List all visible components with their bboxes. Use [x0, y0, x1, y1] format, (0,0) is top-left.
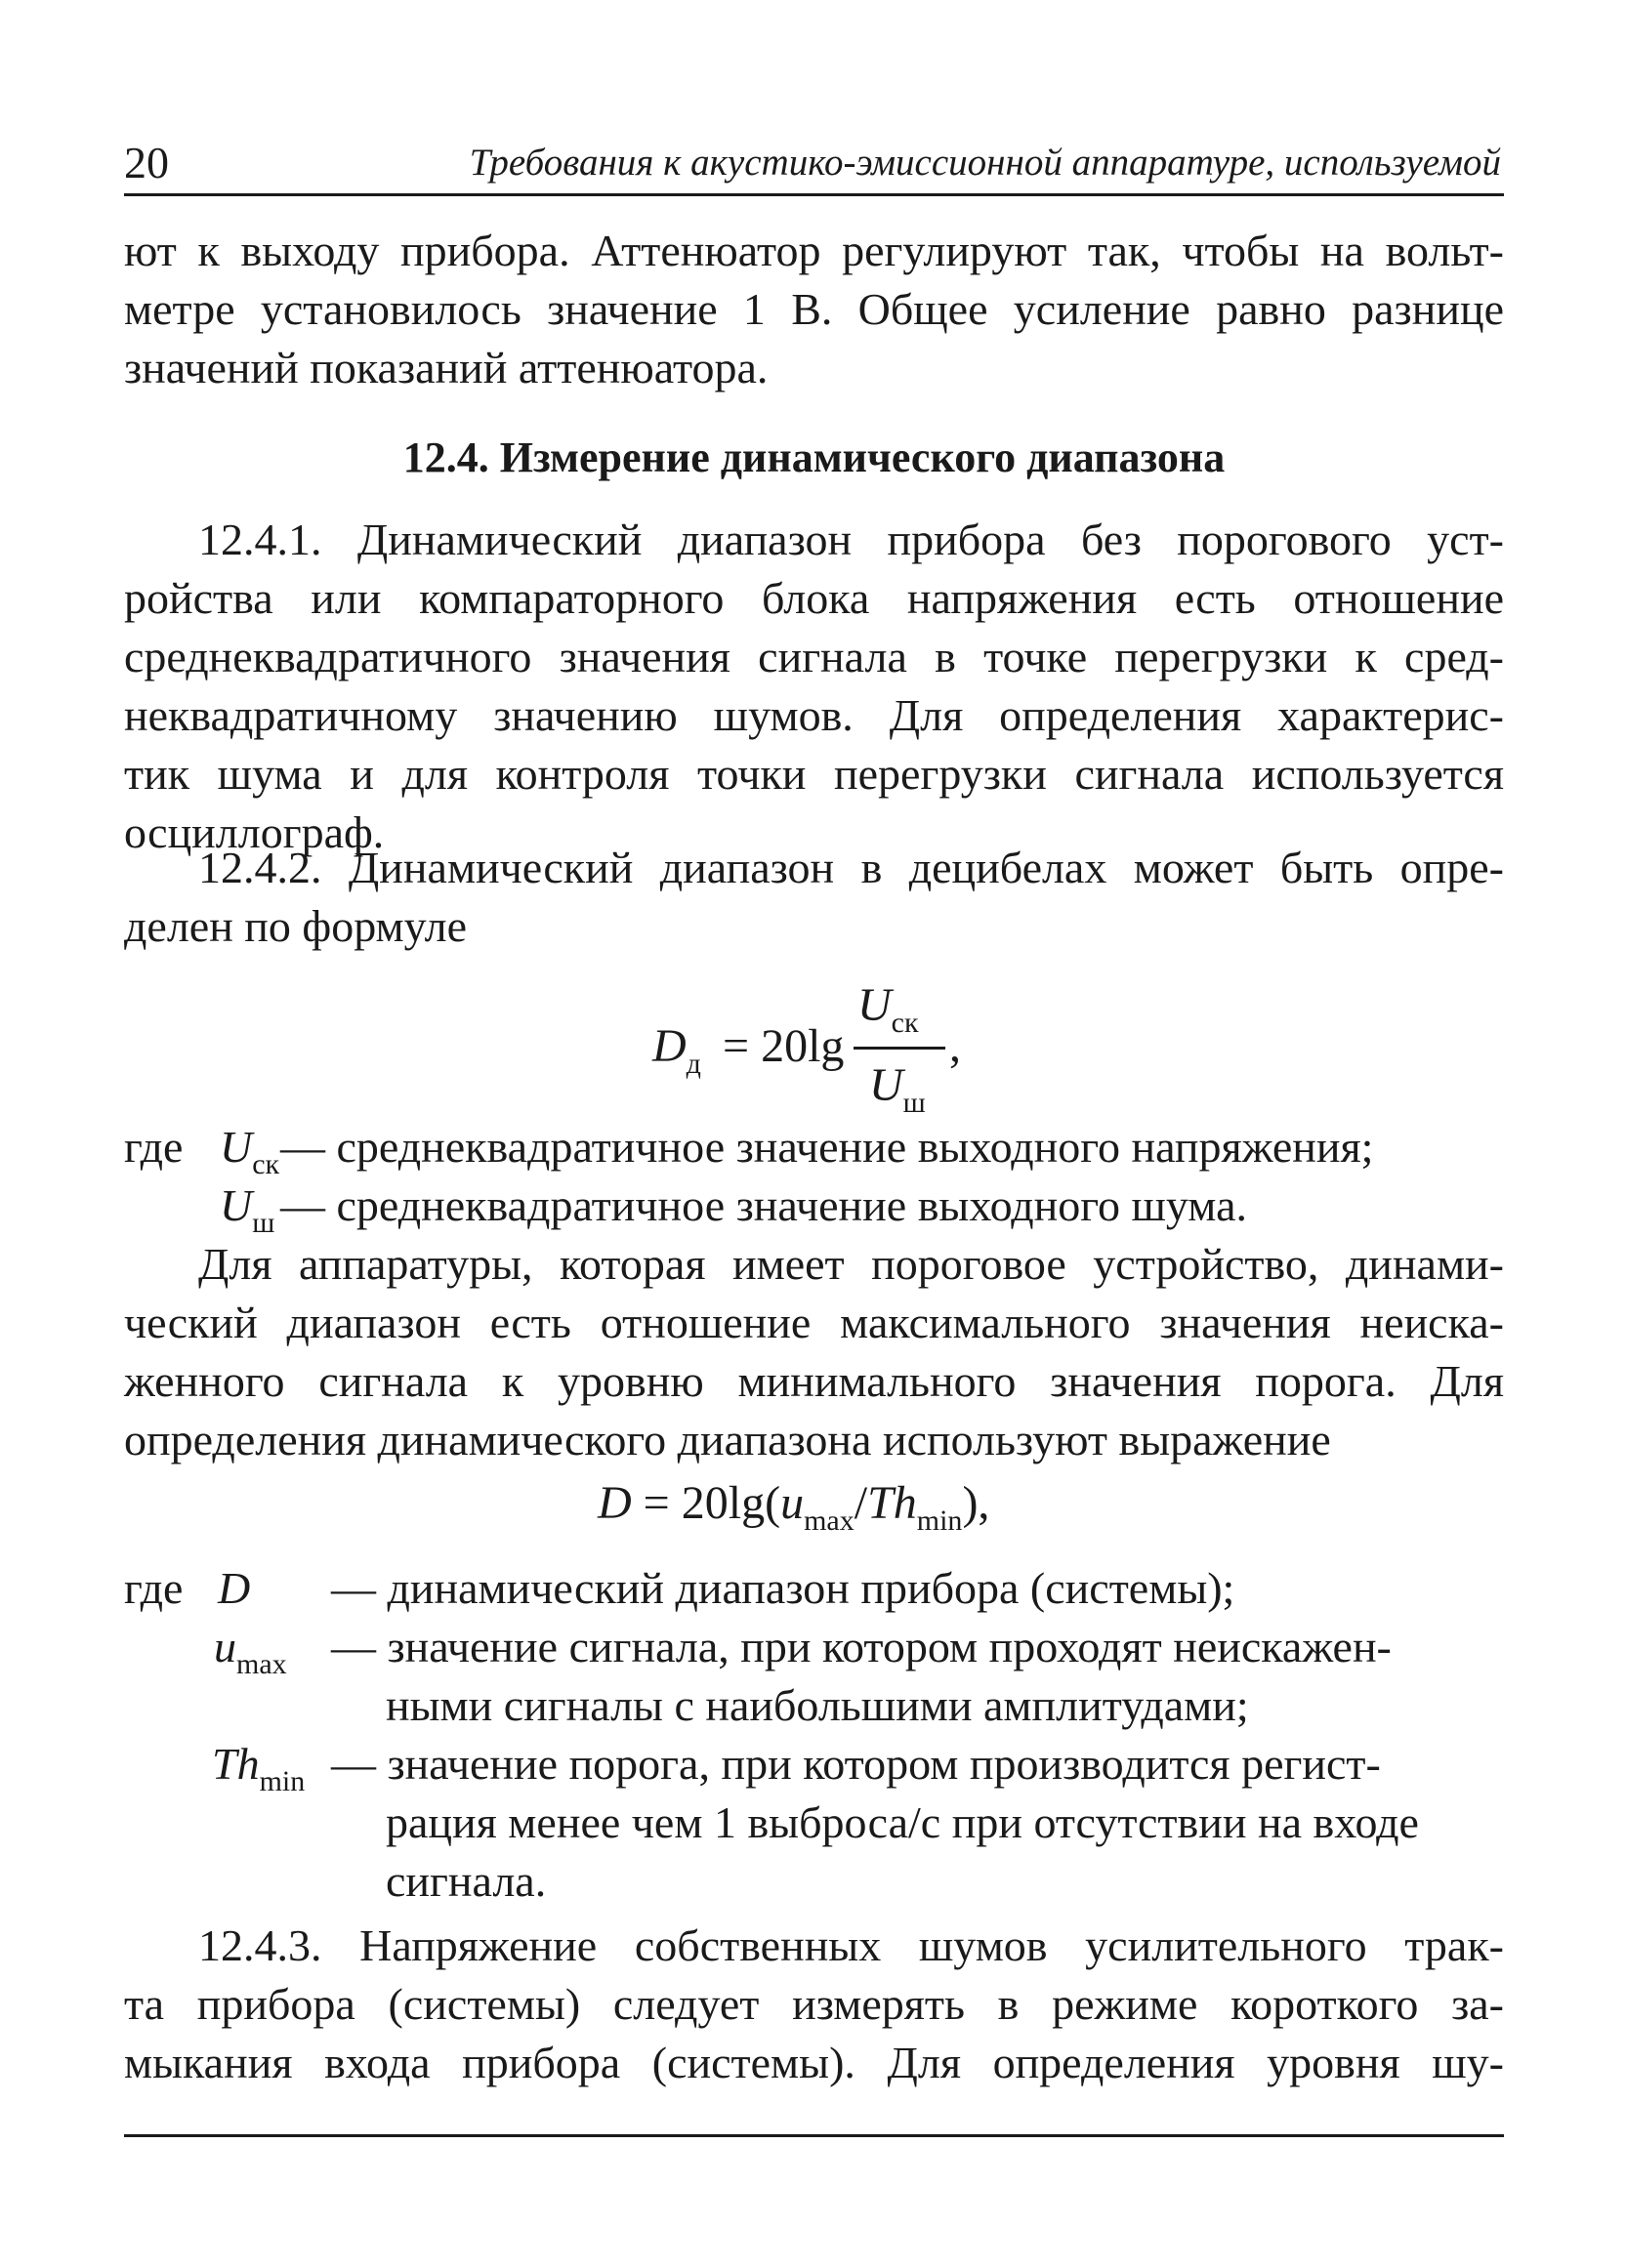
text-line: та прибора (системы) следует измерять в режиме короткого за- [124, 1979, 1504, 2029]
where-word: где [124, 1563, 184, 1613]
text-line: среднеквадратичного значения сигнала в точке перегрузки к сред- [124, 632, 1504, 681]
text-line: значений показаний аттенюатора. [124, 343, 769, 392]
formula-threshold-range [598, 1474, 989, 1537]
definition-th-min-cont: рация менее чем 1 выброса/с при отсутствии на входе [386, 1797, 1419, 1847]
formula2-th: Th [867, 1477, 917, 1529]
formula-denominator: $U_ш$ [869, 1059, 926, 1119]
definition-u-max: — значение сигнала, при котором проходят неискажен- [331, 1622, 1392, 1671]
symbol-d: D [218, 1563, 251, 1613]
formula2-u-sub: max [804, 1505, 855, 1537]
fraction-bar [854, 1047, 945, 1050]
symbol-th-min: $Th_{min}$ [212, 1739, 306, 1797]
definition-u-max-cont: ными сигналы с наибольшими амплитудами; [386, 1680, 1249, 1730]
where-word: где [124, 1122, 184, 1172]
text-line: ройства или компараторного блока напряжения есть отношение [124, 573, 1504, 623]
formula2-eq: = 20lg( [631, 1477, 781, 1529]
text-line: мыкания входа прибора (системы). Для определения уровня шу- [124, 2038, 1504, 2087]
formula2-slash: / [854, 1477, 868, 1529]
formula2-u: u [780, 1477, 805, 1529]
symbol-u-sh: $U_ш$ [220, 1180, 275, 1239]
text-line: ческий диапазон есть отношение максимального значения неиска- [124, 1298, 1504, 1347]
page-header [124, 135, 1501, 191]
formula-dynamic-range [652, 976, 984, 1123]
running-title: Требования к акустико-эмиссионной аппаратуре, используемой [469, 142, 1501, 184]
formula2-lhs: D [598, 1477, 632, 1529]
symbol-u-max: $u_{max}$ [214, 1622, 287, 1680]
text-line: женного сигнала к уровню минимального значения порога. Для [124, 1356, 1504, 1406]
formula2-th-sub: min [916, 1505, 963, 1537]
formula-lhs: $D_д$ [652, 1020, 701, 1080]
definition-u-sk: — среднеквадратичное значение выходного напряжения; [280, 1122, 1374, 1172]
text-line: неквадратичному значению шумов. Для определения характерис- [124, 690, 1504, 740]
text-line: 12.4.1. Динамический диапазон прибора без порогового уст- [198, 515, 1504, 564]
text-line: определения динамического диапазона используют выражение [124, 1415, 1331, 1464]
definition-d: — динамический диапазон прибора (системы); [331, 1563, 1235, 1613]
formula-coef: = 20lg [723, 1020, 845, 1072]
formula-trailing-comma: , [949, 1020, 961, 1072]
text-line: ют к выходу прибора. Аттенюатор регулируют так, чтобы на вольт- [124, 226, 1504, 275]
text-line: 12.4.2. Динамический диапазон в децибелах может быть опре- [198, 843, 1504, 892]
formula2-close: ), [962, 1477, 990, 1529]
definition-th-min-cont: сигнала. [386, 1856, 547, 1906]
definition-u-sh: — среднеквадратичное значение выходного шума. [280, 1180, 1248, 1230]
text-line: делен по формуле [124, 901, 467, 951]
section-title: 12.4. Измерение динамического диапазона [402, 433, 1226, 481]
symbol-u-sk: $U_{ск}$ [220, 1122, 280, 1180]
header-rule [124, 193, 1504, 196]
text-line: 12.4.3. Напряжение собственных шумов усилительного трак- [198, 1920, 1504, 1970]
footer-rule [124, 2134, 1504, 2137]
text-line: метре установилось значение 1 В. Общее усиление равно разнице [124, 284, 1504, 334]
formula-numerator: $U_{ск}$ [857, 979, 919, 1039]
text-line: тик шума и для контроля точки перегрузки сигнала используется [124, 749, 1504, 799]
text-line: Для аппаратуры, которая имеет пороговое устройство, динами- [198, 1239, 1504, 1289]
page-number: 20 [124, 138, 169, 187]
text-line: осциллограф. [124, 807, 385, 857]
definition-th-min: — значение порога, при котором производится регист- [331, 1739, 1381, 1789]
